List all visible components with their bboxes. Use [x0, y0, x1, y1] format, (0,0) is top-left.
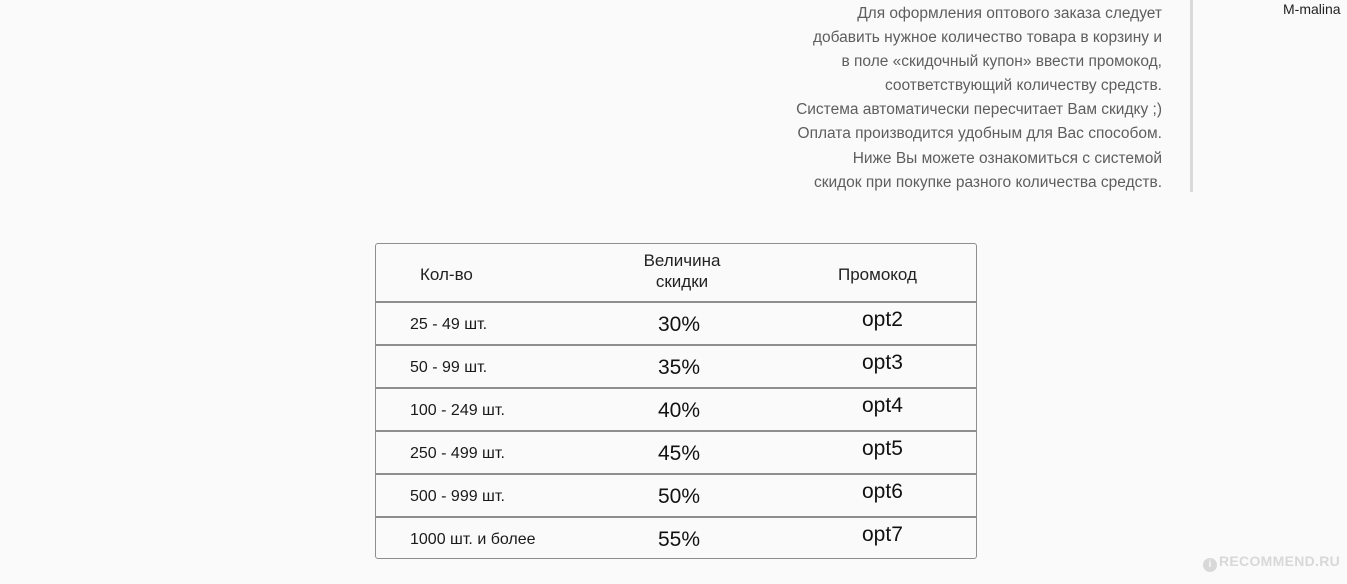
cell-code: opt2	[862, 308, 903, 331]
cell-qty: 100 - 249 шт.	[410, 402, 505, 419]
intro-line: скидок при покупке разного количества средств.	[813, 173, 1162, 191]
cell-qty: 50 - 99 шт.	[410, 359, 488, 376]
cell-code: opt5	[862, 437, 903, 460]
intro-line: Ниже Вы можете ознакомиться с системой	[852, 149, 1162, 167]
intro-line: Оплата производится удобным для Вас способом.	[797, 125, 1162, 143]
intro-text	[700, 2, 1162, 195]
intro-line: в поле «скидочный купон» ввести промокод,	[841, 53, 1162, 71]
table-row	[376, 475, 976, 518]
intro-line: Система автоматически пересчитает Вам скидку ;)	[796, 101, 1162, 119]
watermark-text: RECOMMEND.RU	[1219, 553, 1341, 569]
table-row	[376, 518, 976, 561]
cell-code: opt7	[862, 523, 903, 546]
discount-table	[375, 243, 977, 559]
divider	[1190, 0, 1193, 192]
cell-qty: 1000 шт. и более	[410, 531, 536, 548]
header-code: Промокод	[838, 265, 917, 284]
cell-discount: 50%	[658, 485, 701, 508]
watermark	[1203, 553, 1340, 572]
cell-discount: 40%	[658, 399, 701, 422]
cell-code: opt4	[862, 394, 903, 417]
cell-qty: 25 - 49 шт.	[410, 316, 488, 333]
header-discount-line1: Величина	[643, 251, 721, 270]
cell-discount: 55%	[658, 528, 701, 551]
cell-discount: 35%	[658, 356, 701, 379]
intro-line: добавить нужное количество товара в корзину и	[813, 29, 1162, 47]
table-row	[376, 303, 976, 346]
table-header	[376, 244, 976, 303]
header-discount-line2: скидки	[655, 272, 709, 291]
cell-qty: 500 - 999 шт.	[410, 488, 505, 505]
intro-line: Для оформления оптового заказа следует	[857, 5, 1162, 22]
author-name[interactable]: M-malina	[1283, 1, 1341, 17]
header-qty: Кол-во	[420, 265, 473, 284]
cell-code: opt3	[862, 351, 903, 374]
cell-discount: 45%	[658, 442, 701, 465]
header-discount	[627, 250, 737, 292]
recommend-logo-icon: i	[1203, 558, 1217, 572]
table-row	[376, 346, 976, 389]
cell-qty: 250 - 499 шт.	[410, 445, 505, 462]
intro-line: соответствующий количеству средств.	[884, 77, 1162, 95]
table-row	[376, 432, 976, 475]
table-row	[376, 389, 976, 432]
cell-discount: 30%	[658, 313, 701, 336]
cell-code: opt6	[862, 480, 903, 503]
